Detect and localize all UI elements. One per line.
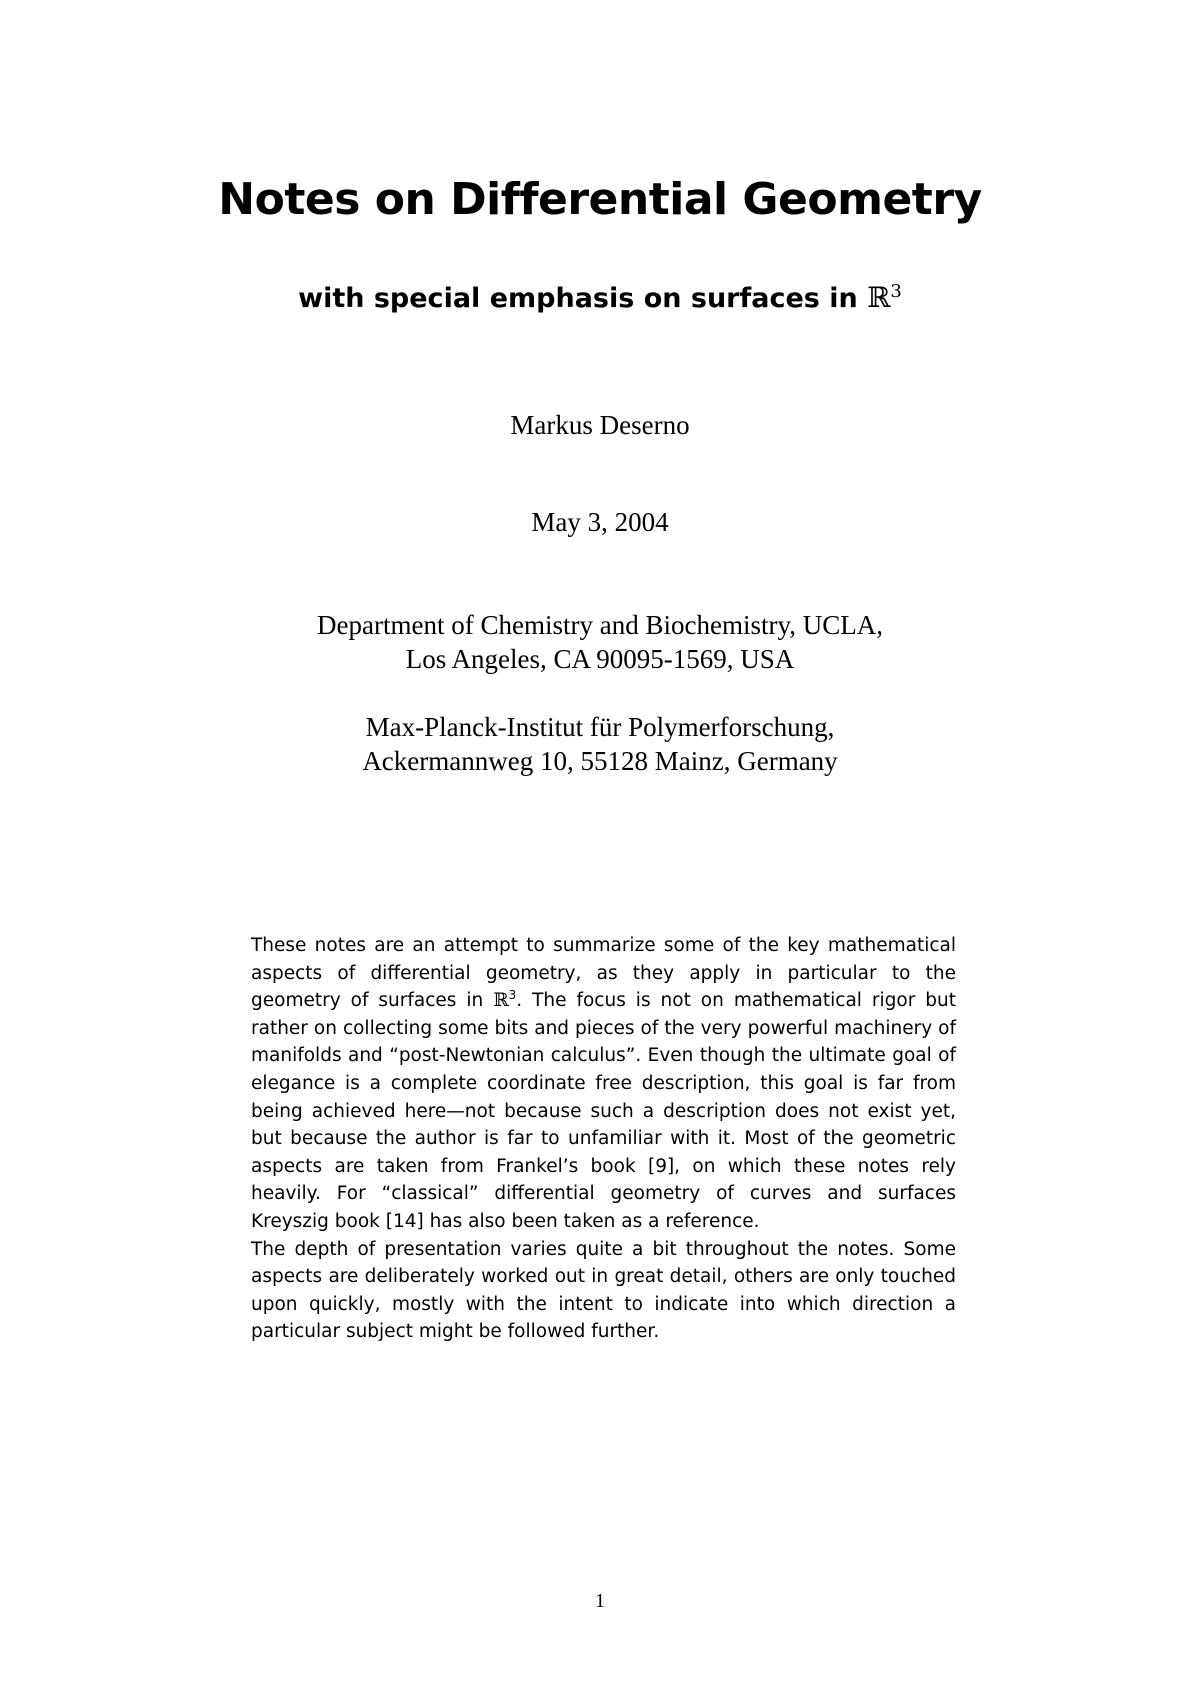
real-numbers-symbol: ℝ — [493, 990, 509, 1012]
affiliation-mpip — [0, 710, 1200, 778]
subtitle-exponent: 3 — [890, 281, 902, 302]
document-date: May 3, 2004 — [531, 507, 669, 537]
affiliation-line: Los Angeles, CA 90095-1569, USA — [405, 644, 795, 674]
document-subtitle — [0, 272, 1200, 319]
affiliation-ucla — [0, 608, 1200, 676]
page-number: 1 — [595, 1590, 605, 1612]
abstract-exponent: 3 — [508, 988, 517, 1003]
author-name: Markus Deserno — [510, 410, 690, 440]
abstract-text: These notes are an attempt to summarize some of the key mathematical aspects of differential geometry, as they apply in particular to the geometry of surfaces in — [251, 935, 956, 1012]
document-title: Notes on Differential Geometry — [218, 174, 982, 225]
abstract-paragraph-2: The depth of presentation varies quite a bit throughout the notes. Some aspects are deliberately worked out in great detail, others are only touched upon quickly, mostly with the intent to indicate into which direction a particular subject might be followed further. — [251, 1238, 956, 1343]
subtitle-text: with special emphasis on surfaces in — [298, 283, 868, 314]
abstract — [251, 932, 956, 1346]
affiliation-line: Ackermannweg 10, 55128 Mainz, Germany — [362, 746, 838, 776]
abstract-paragraph-1 — [251, 932, 956, 1236]
affiliation-line: Department of Chemistry and Biochemistry, UCLA, — [317, 610, 883, 640]
abstract-text: . The focus is not on mathematical rigor but rather on collecting some bits and pieces of the very powerful machinery of manifolds and “post-Newtonian calculus”. Even though the ultimate goal of elegance is a complete coordinate free description, this goal is far from being achieved here—not because such a description does not exist yet, but because the author is far to unfamiliar with it. Most of the geometric aspects are taken from Frankel’s book [9], on which these notes rely heavily. For “classical” differential geometry of curves and surfaces Kreyszig book [14] has also been taken as a reference. — [251, 990, 956, 1232]
affiliation-line: Max-Planck-Institut für Polymerforschung, — [365, 712, 835, 742]
real-numbers-symbol: ℝ — [867, 281, 891, 314]
